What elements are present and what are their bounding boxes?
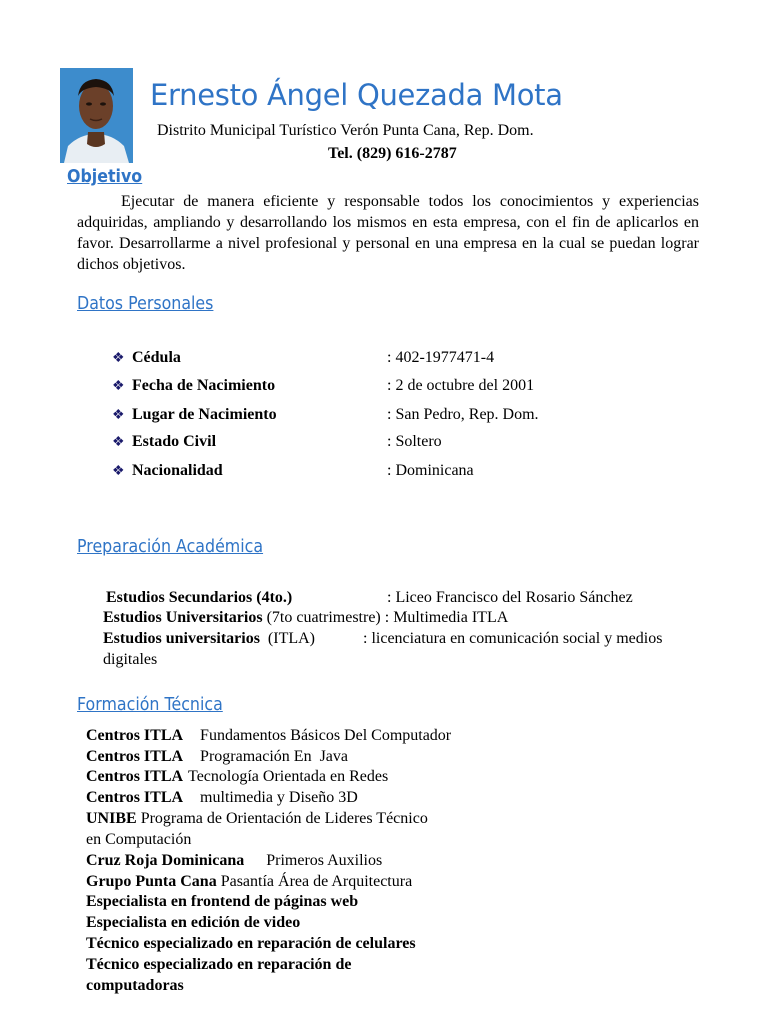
- academic-label: Estudios Universitarios: [103, 609, 263, 626]
- academic-value: : Multimedia ITLA: [384, 609, 509, 626]
- section-heading-formacion-tecnica: Formación Técnica: [77, 694, 223, 715]
- personal-data-row: [112, 349, 181, 367]
- training-item: Técnico especializado en reparación de celulares: [86, 935, 416, 952]
- training-item: [86, 747, 348, 767]
- section-heading-preparacion-academica: Preparación Académica: [77, 536, 264, 557]
- training-item: [86, 767, 388, 787]
- training-item: [86, 809, 428, 829]
- academic-value: : licenciatura en comunicación social y medios: [363, 630, 663, 647]
- academic-value-continuation: digitales: [103, 651, 158, 668]
- personal-data-row: [112, 462, 223, 480]
- training-org: Centros ITLA: [86, 748, 184, 765]
- personal-data-value: : 402-1977471-4: [387, 349, 495, 366]
- personal-data-row: [112, 406, 277, 424]
- personal-data-label: Lugar de Nacimiento: [132, 406, 277, 423]
- personal-data-row: [112, 377, 275, 395]
- training-text: Pasantía Área de Arquitectura: [220, 873, 413, 890]
- training-org: Centros ITLA: [86, 768, 184, 785]
- personal-data-value: : 2 de octubre del 2001: [387, 377, 535, 394]
- training-text: Primeros Auxilios: [266, 852, 383, 869]
- training-org: Grupo Punta Cana: [86, 873, 217, 890]
- personal-data-value: : San Pedro, Rep. Dom.: [387, 406, 539, 423]
- profile-photo: [60, 68, 133, 163]
- personal-data-label: Fecha de Nacimiento: [132, 377, 276, 394]
- candidate-name: Ernesto Ángel Quezada Mota: [150, 78, 563, 112]
- training-text: Programación En Java: [200, 748, 348, 765]
- training-item: [86, 726, 451, 746]
- diamond-bullet-icon: ❖: [112, 464, 125, 479]
- academic-row: [106, 589, 292, 607]
- academic-value: : Liceo Francisco del Rosario Sánchez: [387, 589, 633, 606]
- personal-data-value: : Soltero: [387, 433, 442, 450]
- objective-text: Ejecutar de manera eficiente y responsable todos los conocimientos y experiencias adquiridas, ampliando y desarrollando los mismos en esta empresa, con el fin de aplicarlos en favor. Desarrollarme a nivel profesional y personal en una empresa en la cual se puedan lograr dichos objetivos.: [77, 193, 699, 273]
- training-text: Tecnología Orientada en Redes: [188, 768, 389, 785]
- training-item: Técnico especializado en reparación de: [86, 956, 352, 973]
- training-org: Cruz Roja Dominicana: [86, 852, 245, 869]
- academic-detail: (7to cuatrimestre): [262, 609, 385, 626]
- training-org: Centros ITLA: [86, 727, 184, 744]
- profile-photo-image: [60, 68, 133, 163]
- diamond-bullet-icon: ❖: [112, 351, 125, 366]
- training-text: multimedia y Diseño 3D: [200, 789, 358, 806]
- training-org: Centros ITLA: [86, 789, 184, 806]
- training-item: [86, 872, 412, 892]
- personal-data-label: Cédula: [132, 349, 181, 366]
- training-item: [86, 851, 382, 871]
- training-item-continuation: computadoras: [86, 977, 184, 994]
- training-item: [86, 788, 358, 808]
- academic-row: [103, 630, 319, 648]
- diamond-bullet-icon: ❖: [112, 408, 125, 423]
- section-heading-objetivo: Objetivo: [67, 166, 143, 187]
- training-text: Fundamentos Básicos Del Computador: [200, 727, 452, 744]
- training-org: UNIBE: [86, 810, 137, 827]
- diamond-bullet-icon: ❖: [112, 379, 125, 394]
- personal-data-row: [112, 433, 216, 451]
- academic-row: [103, 609, 508, 627]
- training-text: Programa de Orientación de Lideres Técnico: [140, 810, 428, 827]
- academic-label: Estudios Secundarios (4to.): [106, 589, 293, 606]
- address: Distrito Municipal Turístico Verón Punta Cana, Rep. Dom.: [157, 122, 534, 139]
- personal-data-label: Estado Civil: [132, 433, 217, 450]
- training-item: Especialista en edición de video: [86, 914, 301, 931]
- phone-number: Tel. (829) 616-2787: [328, 145, 457, 162]
- training-item: Especialista en frontend de páginas web: [86, 893, 359, 910]
- personal-data-value: : Dominicana: [387, 462, 474, 479]
- section-heading-datos-personales: Datos Personales: [77, 293, 214, 314]
- academic-label: Estudios universitarios: [103, 630, 260, 647]
- personal-data-label: Nacionalidad: [132, 462, 223, 479]
- academic-detail: (ITLA): [259, 630, 320, 647]
- diamond-bullet-icon: ❖: [112, 435, 125, 450]
- training-item-continuation: en Computación: [86, 831, 192, 848]
